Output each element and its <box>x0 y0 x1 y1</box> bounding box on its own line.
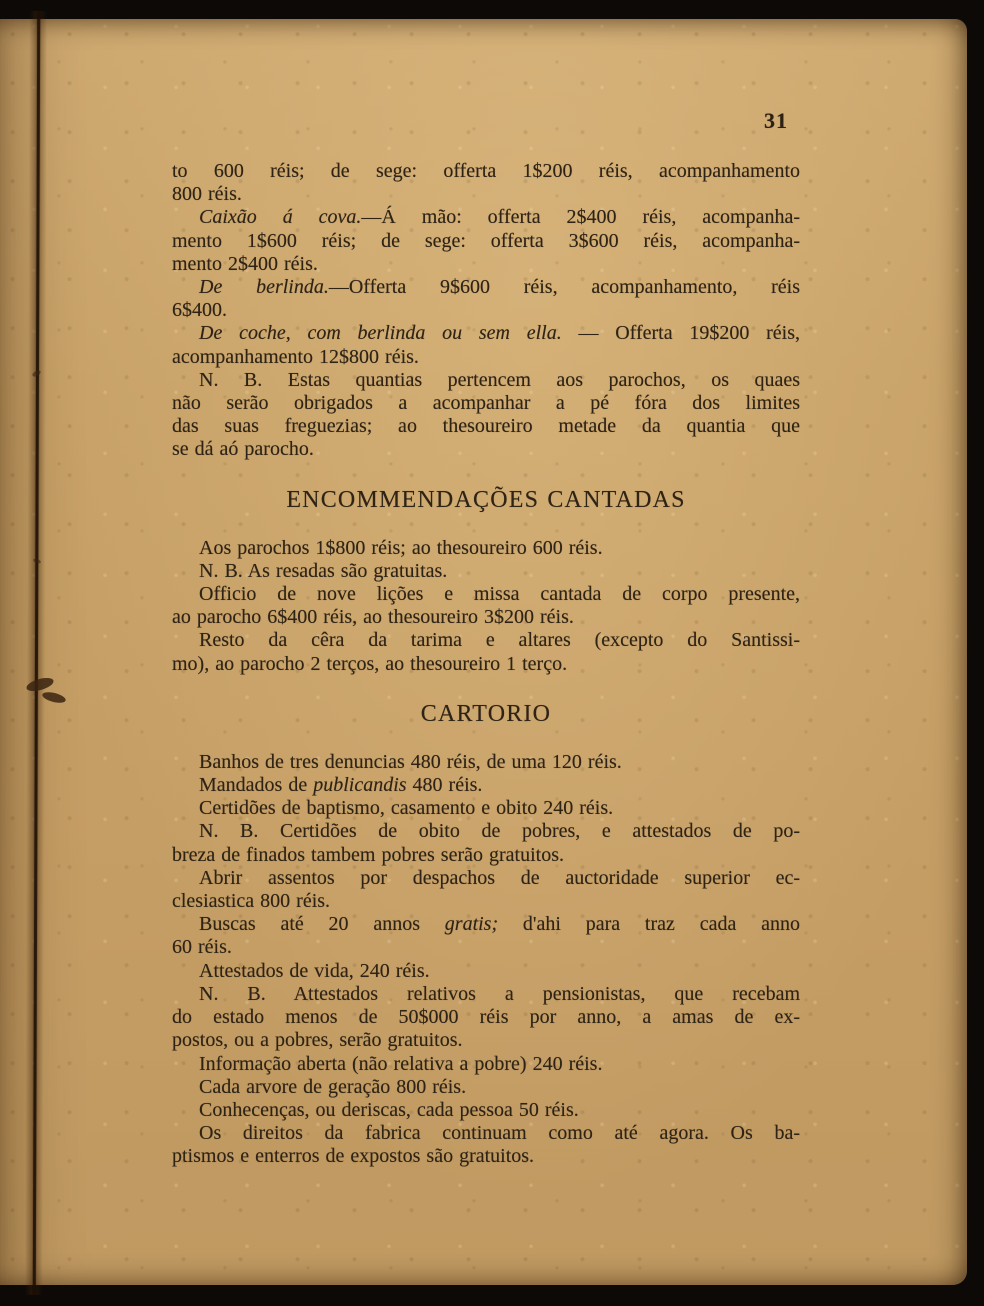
text-segment: não serão obrigados a acompanhar a pé fóra dos limites <box>172 392 800 415</box>
text-line <box>172 1029 800 1052</box>
text-line <box>172 392 800 415</box>
text-segment: Certidões de baptismo, casamento e obito 240 réis. <box>199 797 614 820</box>
italic-text: gratis; <box>444 913 499 936</box>
text-line <box>172 183 800 206</box>
text-line <box>172 560 800 583</box>
text-segment: to 600 réis; de sege: offerta 1$200 réis, acompanhamento <box>172 160 800 182</box>
paragraph <box>172 751 800 774</box>
text-segment: das suas freguezias; ao thesoureiro metade da quantia que <box>172 415 800 438</box>
text-segment: N. B. Certidões de obito de pobres, e attestados de po- <box>199 820 800 843</box>
text-line <box>172 230 800 253</box>
paragraph <box>172 583 800 629</box>
text-line <box>172 206 800 229</box>
paragraph <box>172 913 800 959</box>
text-segment: Buscas até 20 annos <box>199 913 445 936</box>
text-segment: N. B. Estas quantias pertencem aos parochos, os quaes <box>199 368 800 391</box>
text-segment: 6$400. <box>172 299 227 322</box>
paragraph <box>172 774 800 797</box>
text-line <box>172 1006 800 1029</box>
text-segment: N. B. Attestados relativos a pensionistas, que recebam <box>199 982 800 1005</box>
text-segment: clesiastica 800 réis. <box>172 890 331 913</box>
paragraph <box>172 322 800 368</box>
text-segment: Mandados de <box>199 774 314 797</box>
page-number: 31 <box>764 108 788 133</box>
paragraph <box>172 1122 800 1168</box>
text-line <box>172 629 800 652</box>
text-segment: postos, ou a pobres, serão gratuitos. <box>172 1029 463 1052</box>
text-segment: mento 1$600 réis; de sege: offerta 3$600 réis, acompanha- <box>172 229 800 252</box>
text-line <box>172 276 800 299</box>
text-segment: Conhecenças, ou deriscas, cada pessoa 50 réis. <box>199 1098 579 1121</box>
text-segment: 800 réis. <box>172 183 242 206</box>
text-segment: Resto da cêra da tarima e altares (excepto do Santissi- <box>199 629 800 652</box>
text-segment: — Offerta 19$200 réis, <box>561 322 801 345</box>
text-line <box>172 913 800 936</box>
text-segment: d'ahi para traz cada anno <box>498 913 800 936</box>
text-line <box>172 537 800 560</box>
text-line <box>172 415 800 438</box>
text-line <box>172 299 800 322</box>
text-line <box>172 820 800 843</box>
text-line <box>172 160 800 183</box>
text-line <box>172 1122 800 1145</box>
text-segment: Abrir assentos por despachos de auctoridade superior ec- <box>199 866 800 889</box>
text-line <box>172 346 800 369</box>
paragraph <box>172 1099 800 1122</box>
section-heading: ENCOMMENDAÇÕES CANTADAS <box>286 486 686 513</box>
page-content <box>172 160 800 1169</box>
text-line <box>172 1053 800 1076</box>
text-segment: N. B. As resadas são gratuitas. <box>199 559 448 582</box>
text-line <box>172 583 800 606</box>
text-line <box>172 253 800 276</box>
italic-text: De coche, com berlinda ou sem ella. <box>199 322 562 345</box>
paragraph <box>172 369 800 462</box>
text-segment: ao parocho 6$400 réis, ao thesoureiro 3$200 réis. <box>172 606 574 629</box>
paragraph <box>172 797 800 820</box>
italic-text: Caixão á cova. <box>199 206 362 229</box>
text-segment: acompanhamento 12$800 réis. <box>172 345 419 368</box>
paragraph <box>172 537 800 560</box>
text-line <box>172 936 800 959</box>
text-segment: breza de finados tambem pobres serão gratuitos. <box>172 843 564 866</box>
paragraph <box>172 867 800 913</box>
text-segment: se dá aó parocho. <box>172 438 314 461</box>
binding-stitch-mark <box>41 690 66 705</box>
text-segment: Aos parochos 1$800 réis; ao thesoureiro 600 réis. <box>199 536 603 559</box>
paragraph <box>172 206 800 276</box>
text-line <box>172 960 800 983</box>
gutter-crease <box>25 11 47 1295</box>
text-line <box>172 653 800 676</box>
italic-text: publicandis <box>313 774 407 797</box>
paragraph <box>172 960 800 983</box>
text-segment: do estado menos de 50$000 réis por anno, a amas de ex- <box>172 1006 800 1029</box>
text-segment: Officio de nove lições e missa cantada de corpo presente, <box>199 583 800 606</box>
text-line <box>172 890 800 913</box>
section-heading: CARTORIO <box>420 700 552 727</box>
paragraph <box>172 560 800 583</box>
text-segment: Attestados de vida, 240 réis. <box>199 959 430 982</box>
text-line <box>172 867 800 890</box>
text-segment: 480 réis. <box>406 774 483 797</box>
text-line <box>172 1099 800 1122</box>
text-line <box>172 751 800 774</box>
text-segment: Informação aberta (não relativa a pobre) 240 réis. <box>199 1052 603 1075</box>
paragraph <box>172 983 800 1053</box>
text-line <box>172 797 800 820</box>
book-page <box>0 19 967 1285</box>
text-line <box>172 983 800 1006</box>
text-line <box>172 369 800 392</box>
text-line <box>172 606 800 629</box>
text-segment: ptismos e enterros de expostos são gratuitos. <box>172 1145 535 1168</box>
text-segment: 60 réis. <box>172 936 232 959</box>
text-segment: Banhos de tres denuncias 480 réis, de uma 120 réis. <box>199 750 622 773</box>
text-line <box>172 1145 800 1168</box>
text-line <box>172 438 800 461</box>
text-segment: Cada arvore de geração 800 réis. <box>199 1075 467 1098</box>
text-segment: —Á mão: offerta 2$400 réis, acompanha- <box>361 206 800 229</box>
text-line <box>172 1076 800 1099</box>
paragraph <box>172 1076 800 1099</box>
text-segment: mo), ao parocho 2 terços, ao thesoureiro 1 terço. <box>172 652 568 675</box>
text-line <box>172 322 800 345</box>
paragraph <box>172 276 800 322</box>
paragraph <box>172 160 800 206</box>
paragraph <box>172 1053 800 1076</box>
text-segment: Os direitos da fabrica continuam como até agora. Os ba- <box>199 1122 800 1145</box>
text-line <box>172 844 800 867</box>
paragraph <box>172 820 800 866</box>
paragraph <box>172 629 800 675</box>
text-segment: —Offerta 9$600 réis, acompanhamento, réis <box>328 276 801 299</box>
text-segment: mento 2$400 réis. <box>172 252 318 275</box>
text-line <box>172 774 800 797</box>
italic-text: De berlinda. <box>199 276 329 299</box>
